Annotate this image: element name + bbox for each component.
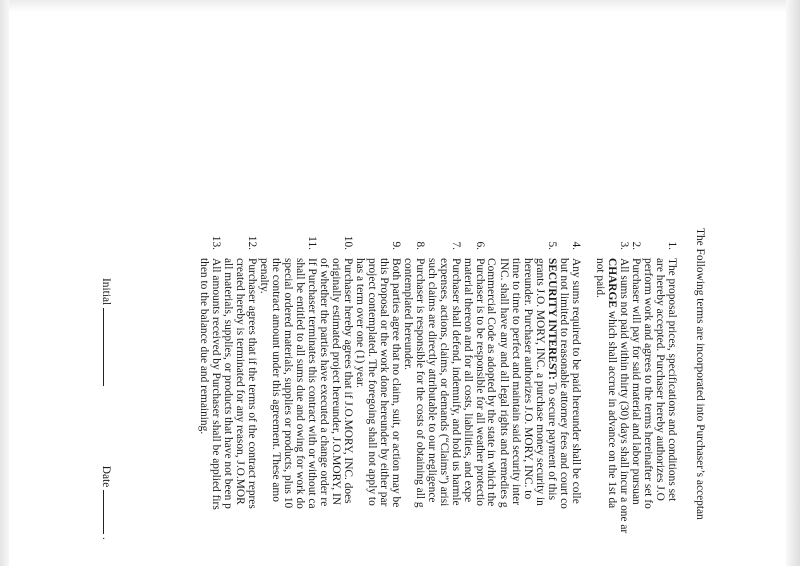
term-line: are hereby accepted. Purchaser hereby authorizes J.O [653, 258, 666, 501]
date-blank [103, 490, 113, 534]
term-number: 3. [618, 241, 630, 250]
term-line: Purchaser will pay for said material and labor pursuan [630, 258, 642, 505]
term-number: 8. [414, 241, 426, 250]
term-line: time to time to perfect and maintain said security inter [509, 258, 522, 506]
term-line: Purchaser is responsible for the costs of obtaining all g [414, 258, 426, 508]
term-number: 2. [630, 241, 642, 250]
term-line: special ordered materials, supplies or products, plus 10 [281, 258, 294, 509]
term-line: Any sums required to be paid hereunder shall be colle [570, 258, 582, 504]
term-line: not paid. [593, 258, 606, 298]
term-line: All sums not paid within thirty (30) days shall incur a one ar [618, 258, 630, 534]
term-number: 5. [546, 241, 558, 250]
term-number: 6. [474, 241, 486, 250]
term-line: all materials, supplies, or products that have not been p [221, 258, 234, 509]
term-line: If Purchaser terminates this contract with or without ca [306, 258, 318, 509]
term-number: 4. [570, 241, 582, 250]
term-line: project contemplated. The foregoing shall not apply to [365, 258, 378, 506]
scan-edge-left [0, 0, 9, 566]
term-line: CHARGE which shall accrue in advance on the 1st da [605, 258, 618, 509]
term-line: but not limited to reasonable attorney fees and court co [557, 258, 570, 509]
term-line: contemplated hereunder. [401, 258, 414, 370]
term-line: has a term over one (1) year. [353, 258, 366, 388]
term-line: Commercial Code as adopted by the state in which the [485, 258, 498, 507]
scan-edge-top [0, 0, 800, 12]
term-line: shall be entitled to all sums due and owing for work do [293, 258, 306, 509]
scan-edge-right [786, 0, 800, 566]
term-number: 9. [390, 241, 402, 250]
term-line: such claims are directly attributable to our negligence [425, 258, 438, 503]
term-line: penalty. [257, 258, 270, 294]
term-line: Both parties agree that no claim, suit, or action may be [390, 258, 402, 508]
term-line: All amounts received by Purchaser shall be applied firs [210, 258, 222, 510]
term-line: Purchaser is to be responsible for all weather protectio [474, 258, 486, 506]
term-line: SECURITY INTEREST: To secure payment of this [546, 258, 558, 501]
term-line: Purchaser agrees that if the terms of the contract repres [246, 258, 258, 509]
term-line: hereunder. Purchaser authorizes J.O. MORY, INC. to [521, 258, 534, 500]
date-end-mark: . [100, 537, 112, 540]
term-line: grants J.O. MORY, INC. a purchase money security in [533, 258, 546, 506]
term-line: The proposal prices, specifications and conditions set [666, 258, 678, 502]
term-number: 12. [246, 235, 258, 250]
term-line: then to the balance due and remaining. [197, 258, 210, 435]
term-line: Purchaser shall defend, indemnify, and hold us harmle [450, 258, 462, 506]
term-line: created hereby is terminated for any reason, J.O.MOR [233, 258, 246, 505]
term-line: originally estimated project hereunder, J.O.MORY, IN [329, 258, 342, 506]
term-line: expenses, actions, claims, or demands (“Claims”) arisi [437, 258, 450, 507]
initial-blank [103, 308, 113, 386]
term-line: Purchaser hereby agrees that if J.O.MORY, INC. does [342, 258, 354, 504]
term-number: 10. [342, 235, 354, 250]
term-number: 1. [666, 241, 678, 250]
term-line: this Proposal or the work done hereunder by either par [377, 258, 390, 507]
initial-date-line [100, 278, 113, 540]
term-line: material thereon and for all costs, liabilities, and expe [461, 258, 474, 503]
term-line: perform work and agrees to the terms hereinafter set fo [641, 258, 654, 509]
date-label: Date [100, 465, 112, 488]
term-number: 11. [306, 236, 318, 250]
term-line: of whether the parties have executed a change order re [317, 258, 330, 507]
term-number: 7. [450, 241, 462, 250]
term-number: 13. [210, 235, 222, 250]
term-line: the contract amount under this agreement. These amo [269, 258, 282, 502]
terms-intro: The Following terms are incorporated into Purchaser’s acceptan [694, 228, 706, 520]
rotated-document-page [86, 228, 706, 568]
initial-label: Initial [100, 278, 112, 306]
term-line: INC. shall have any and all legal rights and remedies g [497, 258, 510, 508]
